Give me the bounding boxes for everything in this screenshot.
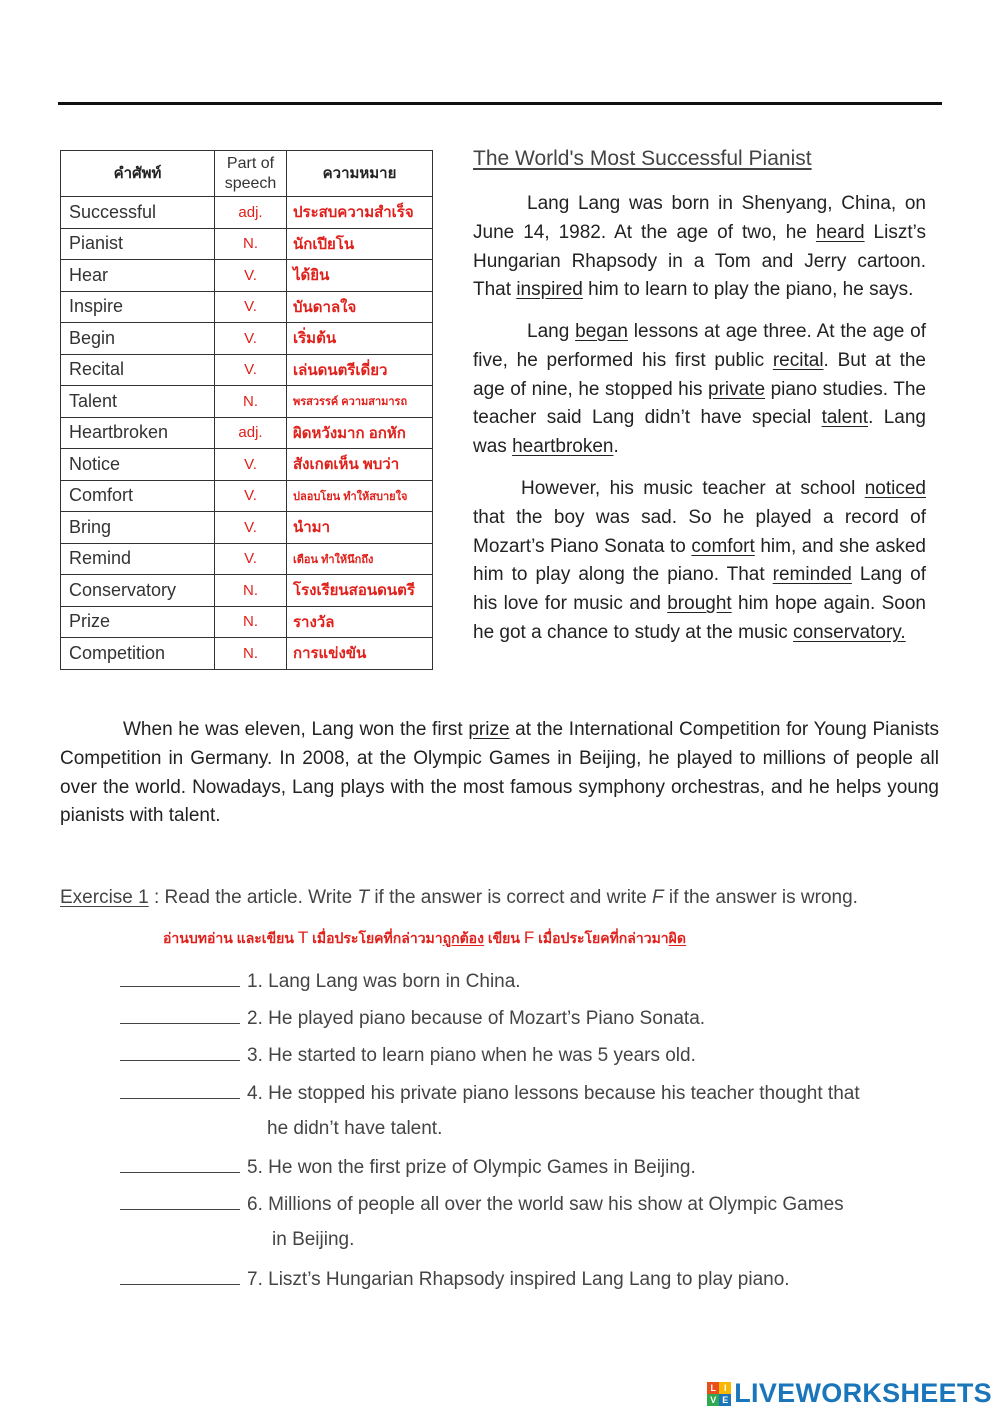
exercise-question: 3. He started to learn piano when he was 5 years old.	[247, 1045, 696, 1067]
exercise-question: 2. He played piano because of Mozart’s Piano Sonata.	[247, 1008, 706, 1030]
answer-blank[interactable]	[120, 1152, 240, 1173]
vocab-row	[61, 228, 433, 260]
vocab-meaning: ผิดหวังมาก อกหัก	[287, 417, 433, 449]
logo-letter: V	[707, 1394, 719, 1406]
vocab-part-of-speech: V.	[215, 323, 287, 355]
vocab-meaning: รางวัล	[287, 606, 433, 638]
answer-blank[interactable]	[120, 1189, 240, 1210]
vocab-part-of-speech: adj.	[215, 197, 287, 229]
vocab-part-of-speech: N.	[215, 606, 287, 638]
logo-icon	[707, 1382, 731, 1406]
exercise-item	[120, 1040, 900, 1077]
exercise-item	[120, 1264, 900, 1301]
vocab-part-of-speech: V.	[215, 260, 287, 292]
vocab-row	[61, 606, 433, 638]
header-part-of-speech: Part of speech	[215, 151, 287, 197]
vocab-word: Talent	[61, 386, 215, 418]
vocab-word: Heartbroken	[61, 417, 215, 449]
vocab-meaning: พรสวรรค์ ความสามารถ	[287, 386, 433, 418]
exercise-item	[120, 1003, 900, 1040]
vocab-meaning: เตือน ทำให้นึกถึง	[287, 543, 433, 575]
vocab-word: Remind	[61, 543, 215, 575]
logo-letter: E	[719, 1394, 731, 1406]
article-paragraph-1: Lang Lang was born in Shenyang, China, on June 14, 1982. At the age of two, he heard Liszt’s Hungarian Rhapsody in a Tom and Jerry cartoon. That inspired him to learn to play the piano, he says.	[473, 193, 926, 301]
vocab-row	[61, 197, 433, 229]
vocab-row	[61, 512, 433, 544]
exercise-item	[120, 1152, 900, 1189]
vocab-meaning: ปลอบโยน ทำให้สบายใจ	[287, 480, 433, 512]
vocab-word: Hear	[61, 260, 215, 292]
exercise-thai-instruction: อ่านบทอ่าน และเขียน T เมื่อประโยคที่กล่าวมาถูกต้อง เขียน F เมื่อประโยคที่กล่าวมาผิด	[163, 928, 686, 947]
vocabulary-table	[60, 150, 433, 670]
exercise-item	[120, 1189, 900, 1226]
vocab-part-of-speech: V.	[215, 543, 287, 575]
answer-blank[interactable]	[120, 1078, 240, 1099]
vocab-meaning: การแข่งขัน	[287, 638, 433, 670]
vocab-row	[61, 291, 433, 323]
logo-letter: L	[707, 1382, 719, 1394]
vocab-part-of-speech: N.	[215, 228, 287, 260]
vocab-row	[61, 417, 433, 449]
vocab-row	[61, 386, 433, 418]
vocab-header-row	[61, 151, 433, 197]
article-paragraph-3: However, his music teacher at school noticed that the boy was sad. So he played a record of Mozart’s Piano Sonata to comfort him, and she asked him to play along the piano. That reminded Lang of his love for music and brought him hope again. Soon he got a chance to study at the music conservatory.	[473, 478, 926, 643]
vocab-word: Pianist	[61, 228, 215, 260]
article-paragraph-4: When he was eleven, Lang won the first prize at the International Competition for Young Pianists Competition in Germany. In 2008, at the Olympic Games in Beijing, he played to millions of people all over the world. Nowadays, Lang plays with the most famous symphony orchestras, and he helps young pianists with talent.	[60, 719, 939, 827]
exercise-item	[120, 1078, 900, 1115]
vocab-row	[61, 323, 433, 355]
vocab-word: Recital	[61, 354, 215, 386]
answer-blank[interactable]	[120, 1264, 240, 1285]
exercise-question: 1. Lang Lang was born in China.	[247, 971, 521, 992]
vocab-meaning: บันดาลใจ	[287, 291, 433, 323]
exercise-item-continuation	[120, 1115, 900, 1152]
vocab-part-of-speech: V.	[215, 480, 287, 512]
vocab-word: Bring	[61, 512, 215, 544]
exercise-question-continued: he didn’t have talent.	[267, 1117, 443, 1139]
logo-letter: I	[719, 1382, 731, 1394]
vocab-meaning: สังเกตเห็น พบว่า	[287, 449, 433, 481]
vocab-word: Inspire	[61, 291, 215, 323]
logo-text: LIVEWORKSHEETS	[734, 1378, 992, 1408]
vocab-part-of-speech: V.	[215, 354, 287, 386]
vocab-part-of-speech: V.	[215, 512, 287, 544]
exercise-question: 6. Millions of people all over the world saw his show at Olympic Games	[247, 1194, 844, 1216]
exercise-item	[120, 966, 900, 1003]
vocab-word: Prize	[61, 606, 215, 638]
vocab-meaning: เริ่มต้น	[287, 323, 433, 355]
vocab-part-of-speech: N.	[215, 575, 287, 607]
exercise-question: 5. He won the first prize of Olympic Games in Beijing.	[247, 1156, 696, 1178]
vocab-row	[61, 354, 433, 386]
vocab-meaning: เล่นดนตรีเดี่ยว	[287, 354, 433, 386]
vocab-meaning: ได้ยิน	[287, 260, 433, 292]
vocab-word: Competition	[61, 638, 215, 670]
vocab-row	[61, 543, 433, 575]
vocab-body	[61, 197, 433, 670]
vocab-meaning: ประสบความสำเร็จ	[287, 197, 433, 229]
exercise-question: 7. Liszt’s Hungarian Rhapsody inspired Lang Lang to play piano.	[247, 1268, 790, 1290]
vocab-row	[61, 449, 433, 481]
vocab-part-of-speech: N.	[215, 638, 287, 670]
answer-blank[interactable]	[120, 966, 240, 987]
vocab-part-of-speech: V.	[215, 291, 287, 323]
article-title: The World's Most Successful Pianist	[473, 147, 812, 170]
exercise-item-continuation	[120, 1226, 900, 1263]
exercise-question: 4. He stopped his private piano lessons because his teacher thought that	[247, 1082, 860, 1104]
exercise-question-continued: in Beijing.	[272, 1229, 355, 1251]
vocab-meaning: นักเปียโน	[287, 228, 433, 260]
vocab-meaning: นำมา	[287, 512, 433, 544]
header-meaning: ความหมาย	[287, 151, 433, 197]
vocab-word: Successful	[61, 197, 215, 229]
vocab-word: Notice	[61, 449, 215, 481]
exercise-items	[120, 966, 900, 1301]
vocab-word: Begin	[61, 323, 215, 355]
vocab-word: Conservatory	[61, 575, 215, 607]
vocab-meaning: โรงเรียนสอนดนตรี	[287, 575, 433, 607]
exercise-heading: Exercise 1 : Read the article. Write T if the answer is correct and write F if the answer is wrong.	[60, 887, 858, 908]
vocab-row	[61, 480, 433, 512]
answer-blank[interactable]	[120, 1040, 240, 1061]
vocab-part-of-speech: V.	[215, 449, 287, 481]
liveworksheets-logo	[707, 1378, 992, 1409]
article-paragraph-2: Lang began lessons at age three. At the age of five, he performed his first public recital. But at the age of nine, he stopped his private piano studies. The teacher said Lang didn’t have special talent. Lang was heartbroken.	[473, 321, 927, 458]
vocab-word: Comfort	[61, 480, 215, 512]
vocab-row	[61, 575, 433, 607]
vocab-part-of-speech: N.	[215, 386, 287, 418]
vocab-part-of-speech: adj.	[215, 417, 287, 449]
header-word: คำศัพท์	[61, 151, 215, 197]
top-divider	[58, 102, 942, 105]
answer-blank[interactable]	[120, 1003, 240, 1024]
vocab-row	[61, 260, 433, 292]
vocab-row	[61, 638, 433, 670]
